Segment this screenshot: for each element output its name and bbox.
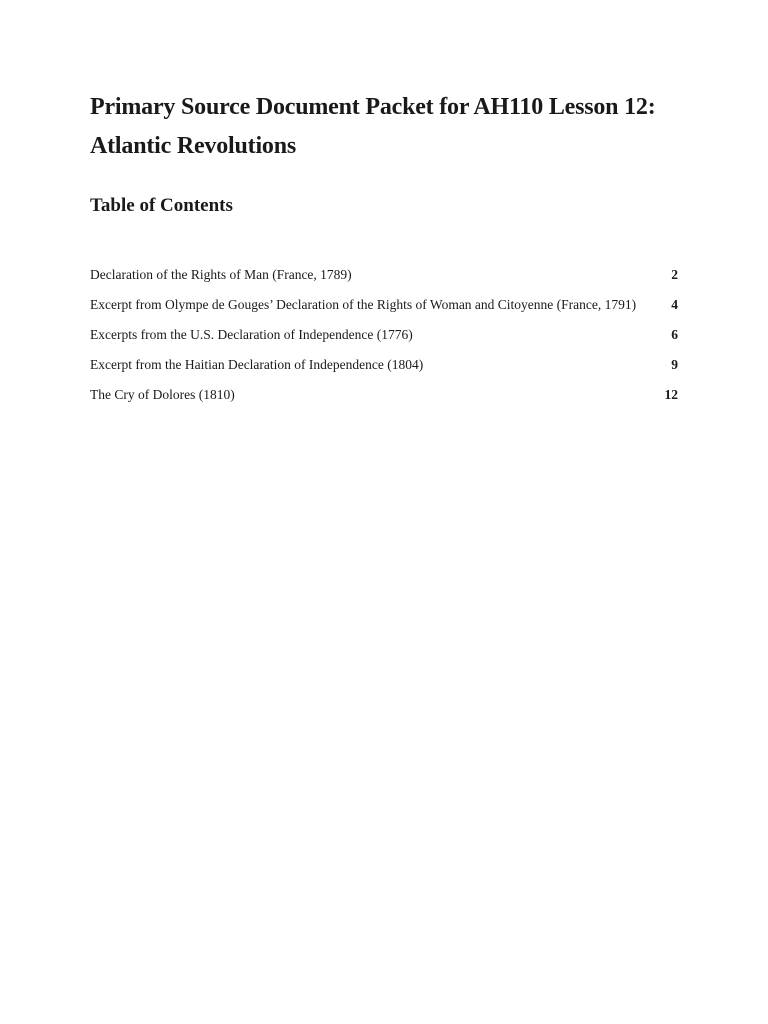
toc-entry-title: Excerpt from Olympe de Gouges’ Declaration of the Rights of Woman and Citoyenne (France, 1791) [90, 297, 637, 312]
toc-entry-title: Declaration of the Rights of Man (France, 1789) [90, 267, 352, 282]
toc-entry[interactable] [90, 382, 678, 412]
toc-entry[interactable] [90, 262, 678, 292]
document-title: Primary Source Document Packet for AH110 Lesson 12: Atlantic Revolutions [90, 94, 656, 159]
toc-entry-page-number: 12 [664, 387, 678, 402]
toc-entry-page-number: 4 [671, 297, 678, 312]
toc-entry-title: Excerpt from the Haitian Declaration of Independence (1804) [90, 357, 424, 372]
toc-entry-page-number: 2 [671, 267, 678, 282]
toc-entry-page-number: 6 [671, 327, 678, 342]
toc-entry[interactable] [90, 352, 678, 382]
toc-entry-page-number: 9 [671, 357, 678, 372]
toc-entry-title: Excerpts from the U.S. Declaration of Independence (1776) [90, 327, 413, 342]
toc-entry-title: The Cry of Dolores (1810) [90, 387, 235, 402]
toc-entry[interactable] [90, 322, 678, 352]
toc-heading: Table of Contents [90, 195, 233, 216]
table-of-contents [90, 262, 678, 412]
toc-entry[interactable] [90, 292, 678, 322]
